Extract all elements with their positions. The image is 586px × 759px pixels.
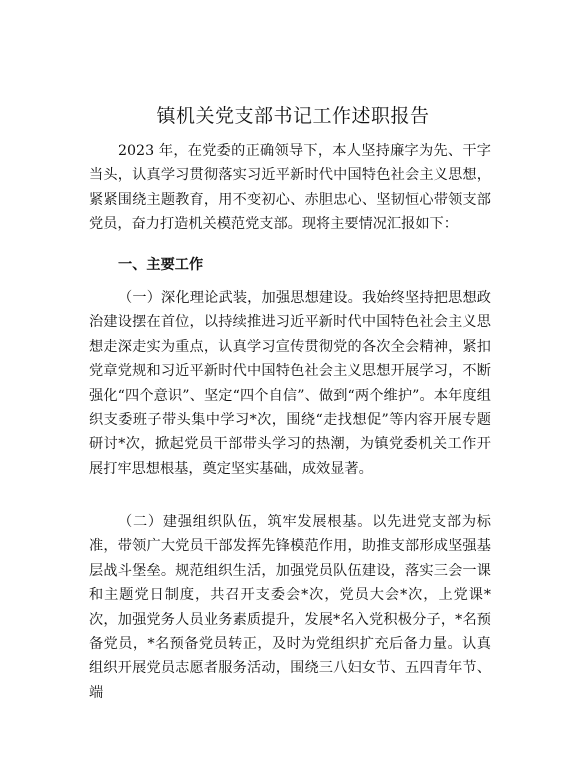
paragraph-item-two: （二）建强组织队伍，筑牢发展根基。以先进党支部为标准，带领广大党员干部发挥先锋模范作用，助推支部形成坚强基层战斗堡垒。规范组织生活，加强党员队伍建设，落实三会一课和主题党日制度，共召开支委会*次，党员大会*次，上党课*次，加强党务人员业务素质提升，发展*名入党积极分子，*名预备党员，*名预备党员转正，及时为党组织扩充后备力量。认真组织开展党员志愿者服务活动，围绕三八妇女节、五四青年节、端	[89, 514, 491, 701]
paragraph-item-one: （一）深化理论武装，加强思想建设。我始终坚持把思想政治建设摆在首位，以持续推进习近平新时代中国特色社会主义思想走深走实为重点，认真学习宣传贯彻党的各次全会精神，紧扣党章党规和习近平新时代中国特色社会主义思想开展学习，不断强化“四个意识”、坚定“四个自信”、做到“两个维护”。本年度组织支委班子带头集中学习*次，围绕“走找想促”等内容开展专题研讨*次，掀起党员干部带头学习的热潮，为镇党委机关工作开展打牢思想根基，奠定坚实基础，成效显著。	[89, 290, 491, 477]
intro-paragraph: 2023 年，在党委的正确领导下，本人坚持廉字为先、干字当头，认真学习贯彻落实习近平新时代中国特色社会主义思想，紧紧围绕主题教育，用不变初心、赤胆忠心、坚韧恒心带领支部党员，奋力打造机关模范党支部。现将主要情况汇报如下：	[89, 143, 491, 233]
section-heading: 一、主要工作	[118, 257, 204, 273]
document-title: 镇机关党支部书记工作述职报告	[156, 105, 430, 127]
